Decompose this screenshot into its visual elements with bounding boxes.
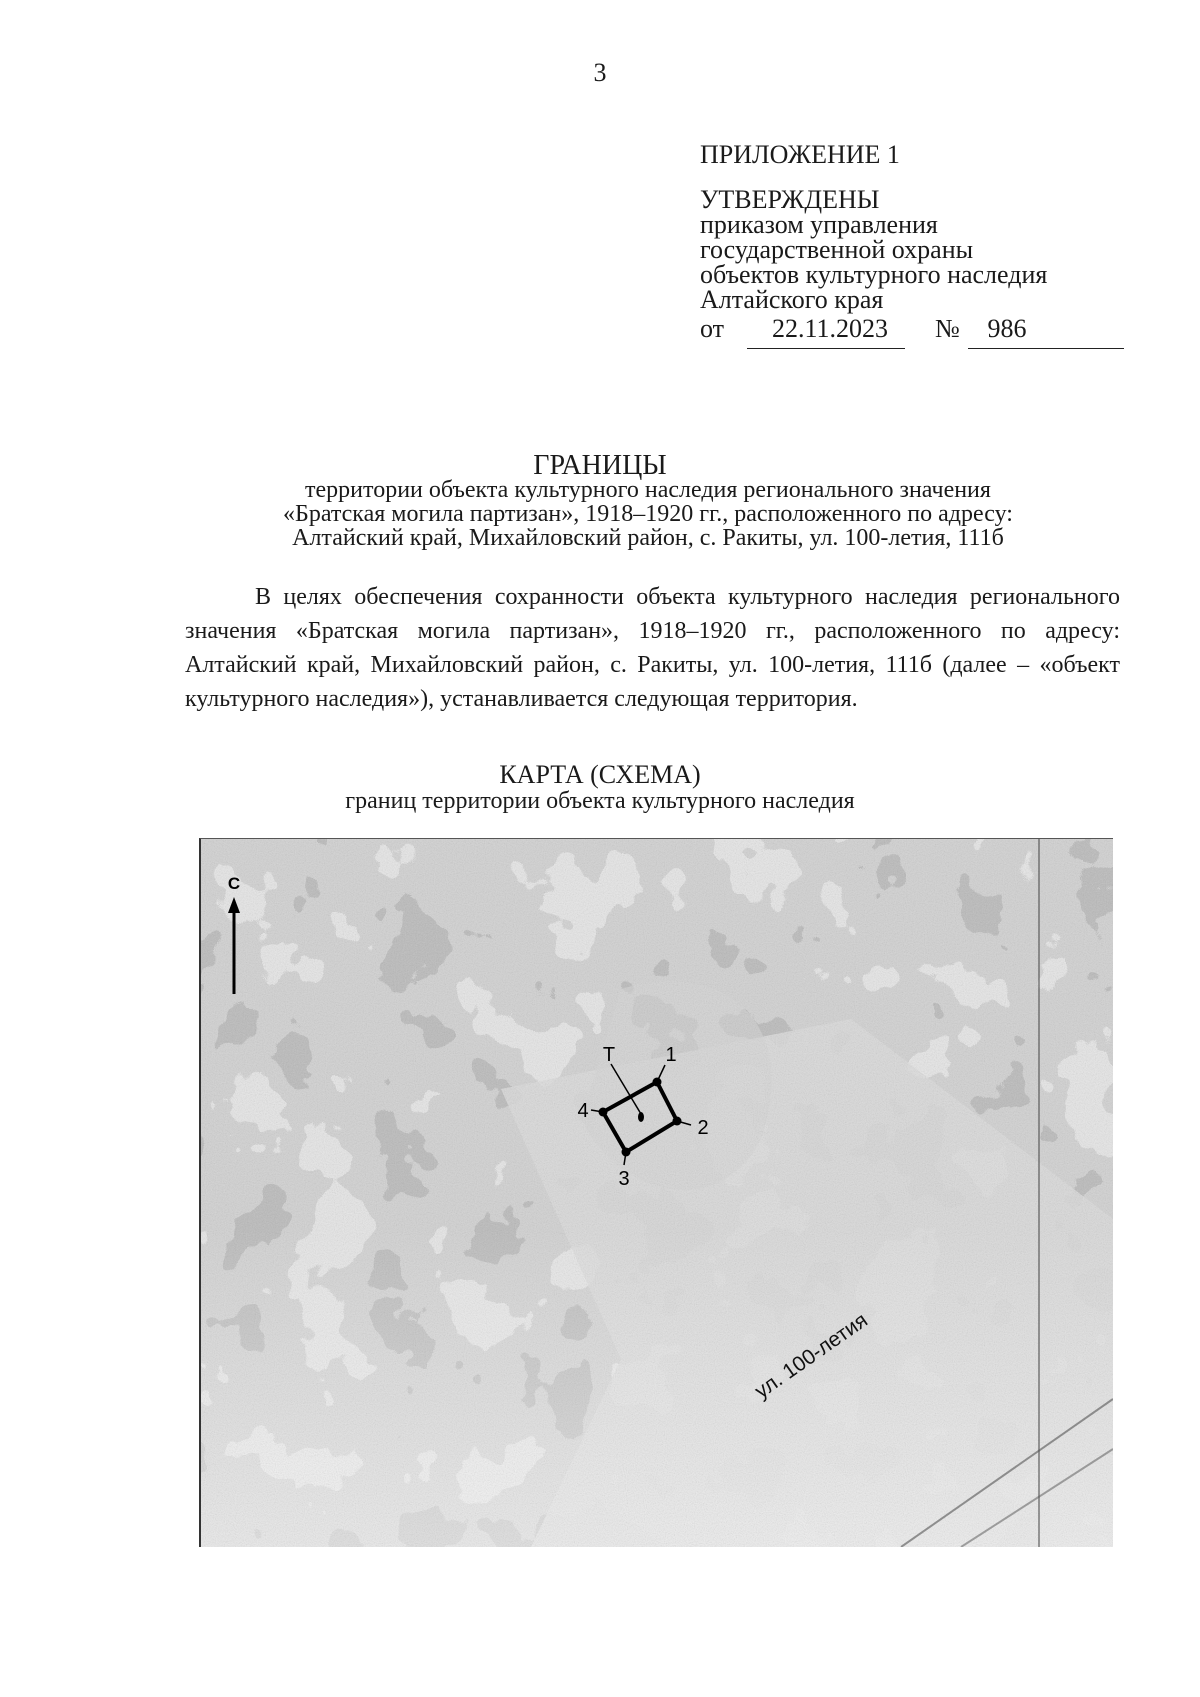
object-label: Т [602,1044,616,1066]
map-scheme [199,838,1113,1547]
number-underline [968,348,1124,349]
date-prefix: от [700,314,725,343]
approval-block [700,142,1130,350]
north-label: С [227,874,241,893]
street-label: ул. 100-летия [750,1308,872,1404]
subtitle-line: территории объекта культурного наследия регионального значения [305,477,991,503]
body-paragraph [185,580,1120,716]
approval-line: объектов культурного наследия [700,260,1048,289]
order-number: 986 [987,314,1027,343]
number-sign: № [935,314,960,343]
monument-marker [638,1112,644,1122]
document-title: ГРАНИЦЫ [533,450,667,481]
order-date: 22.11.2023 [771,314,889,343]
page-number: 3 [593,58,607,87]
point-label-1: 1 [665,1044,677,1066]
map-grain [201,839,1113,1547]
point-label-2: 2 [697,1117,709,1139]
subtitle-line: «Братская могила партизан», 1918–1920 гг., расположенного по адресу: [283,501,1013,527]
appendix-label: ПРИЛОЖЕНИЕ 1 [700,140,900,169]
point-label-3: 3 [618,1168,630,1190]
point-label-4: 4 [577,1100,589,1122]
approval-line: государственной охраны [700,235,974,264]
paragraph-text: В целях обеспечения сохранности объекта культурного наследия регионального значения «Братская могила партизан», 1918–1920 гг., расположенного по адресу: Алтайский край, Михайловский район, с. Ракиты, ул. 100-летия, 111б (далее – «объект культурного наследия»), устанавливается следующая территория. [185,584,1120,712]
map-subtitle: границ территории объекта культурного наследия [345,788,855,814]
subtitle-line: Алтайский край, Михайловский район, с. Ракиты, ул. 100-летия, 111б [292,525,1004,551]
order-date-number [700,316,1130,350]
approved-label: УТВЕРЖДЕНЫ [700,185,880,214]
document-subtitle [160,478,1136,550]
approval-line: приказом управления [700,210,938,239]
date-underline [747,348,905,349]
approval-line: Алтайского края [700,285,884,314]
map-title: КАРТА (СХЕМА) [499,760,701,789]
